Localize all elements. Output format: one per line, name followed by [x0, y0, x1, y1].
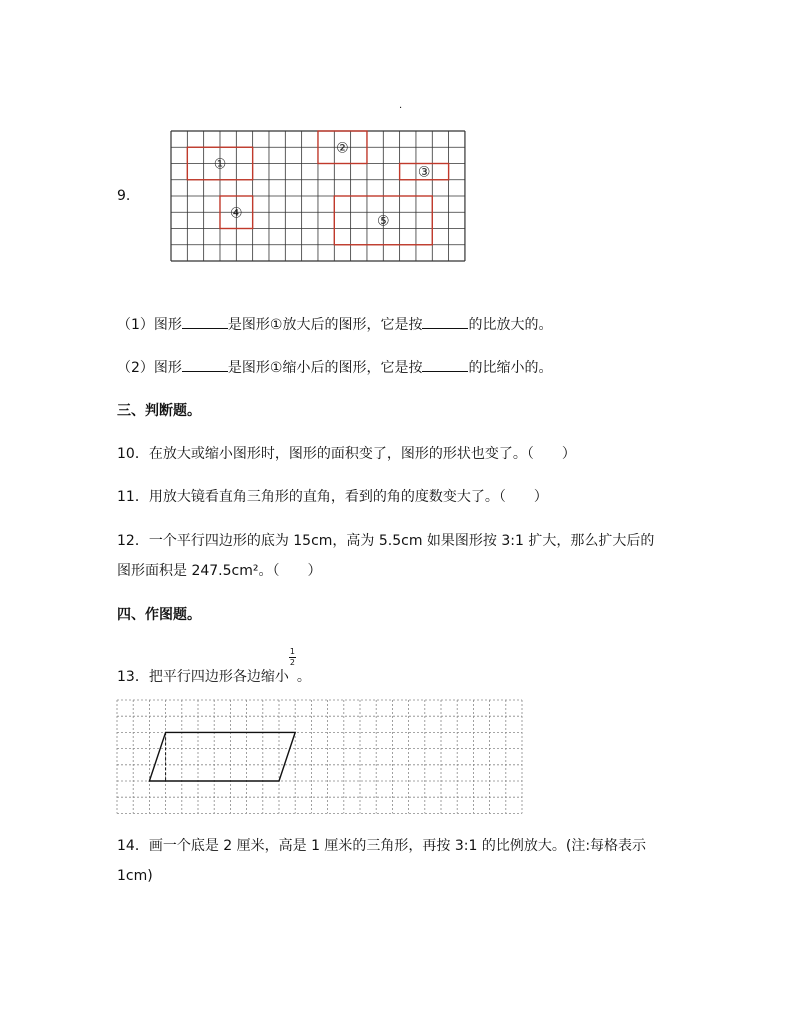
- shape-5-label: ⑤: [377, 213, 390, 230]
- q12-line1: 12．一个平行四边形的底为 15cm，高为 5.5cm 如果图形按 3:1 扩大，那么扩大后的: [117, 533, 655, 549]
- q12-line2: 图形面积是 247.5cm²。（ ）: [117, 563, 322, 579]
- q14-line1: 14．画一个底是 2 厘米，高是 1 厘米的三角形，再按 3:1 的比例放大。(注:每格表示: [117, 838, 647, 854]
- shape-3-label: ③: [417, 164, 431, 181]
- shape-1-label: ①: [213, 156, 227, 173]
- q13-text: [117, 647, 311, 687]
- section4-title: 四、作图题。: [117, 607, 201, 623]
- q13-text-end: 。: [296, 669, 311, 685]
- q9-sub1-part2: 是图形①放大后的图形，它是按: [227, 317, 423, 333]
- q9-sub1-part3: 的比放大的。: [468, 317, 553, 333]
- q9-sub1: [117, 314, 552, 335]
- q14-line2: 1cm): [117, 868, 153, 884]
- q9-number: 9.: [117, 188, 131, 204]
- q13-grid: [114, 698, 524, 818]
- q9-sub1-blank1[interactable]: [182, 314, 228, 329]
- q13-fraction: [289, 647, 297, 681]
- q13-frac-den: 2: [289, 658, 295, 667]
- q13-grid-lines: [117, 700, 522, 813]
- q13-frac-num: 1: [289, 647, 295, 656]
- q9-sub1-blank2[interactable]: [422, 314, 468, 329]
- shape-2-label: ②: [336, 140, 349, 157]
- q9-sub1-part1: （1）图形: [117, 317, 182, 333]
- q9-grid: [170, 130, 470, 265]
- shape-4-label: ④: [230, 205, 243, 222]
- q9-sub2-blank2[interactable]: [422, 357, 468, 372]
- q11-text: 11．用放大镜看直角三角形的直角，看到的角的度数变大了。（ ）: [117, 489, 548, 505]
- q10-text: 10．在放大或缩小图形时，图形的面积变了，图形的形状也变了。（ ）: [117, 446, 576, 462]
- q9-sub2-part1: （2）图形: [117, 360, 182, 376]
- stray-dot: .: [399, 100, 403, 111]
- section3-title: 三、判断题。: [117, 403, 201, 419]
- parallelogram: [149, 732, 295, 781]
- q9-sub2-blank1[interactable]: [182, 357, 228, 372]
- q9-sub2: [117, 357, 552, 378]
- q9-sub2-part2: 是图形①缩小后的图形，它是按: [227, 360, 423, 376]
- q13-text-main: 13．把平行四边形各边缩小: [117, 669, 289, 685]
- q9-sub2-part3: 的比缩小的。: [468, 360, 553, 376]
